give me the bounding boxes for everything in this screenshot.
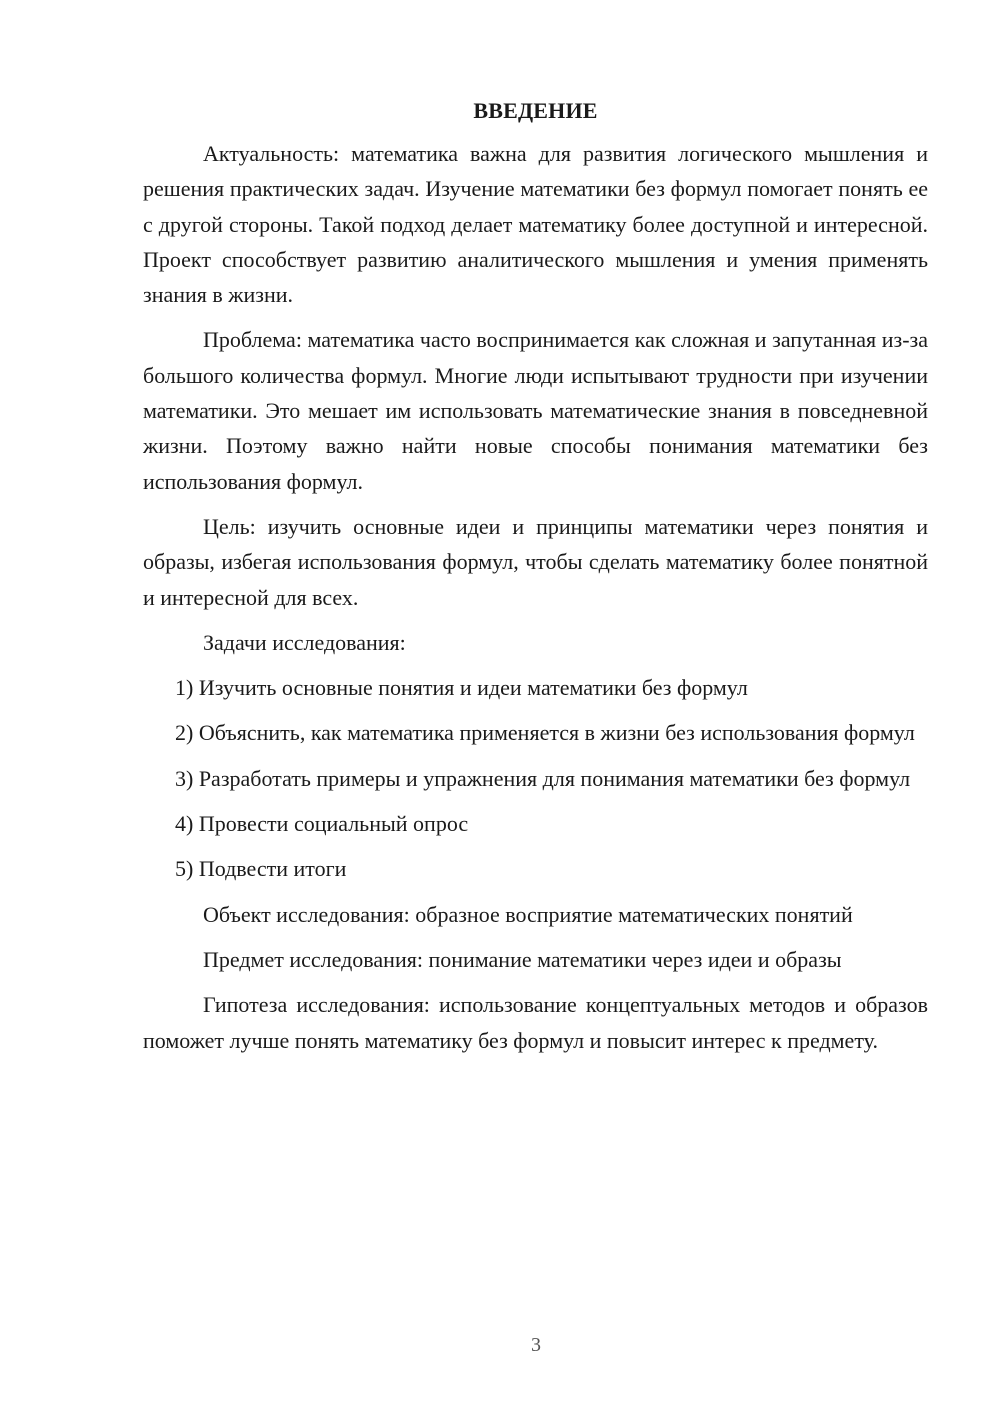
page-title: ВВЕДЕНИЕ [473,98,598,123]
task-item-1: 1) Изучить основные понятия и идеи математики без формул [175,675,748,701]
task-item-4: 4) Провести социальный опрос [175,811,469,837]
page-number: 3 [531,1334,541,1356]
paragraph-tasks-heading: Задачи исследования: [203,629,406,655]
task-item-3: 3) Разработать примеры и упражнения для понимания математики без формул [175,765,911,791]
paragraph-problem: Проблема: математика часто воспринимается как сложная и запутанная из-за большого количества формул. Многие люди испытывают трудности при изучении математики. Это мешает им использовать математические знания в повседневной жизни. Поэтому важно найти новые способы понимания математики без использования формул. [143,327,928,494]
paragraph-hypothesis: Гипотеза исследования: использование концептуальных методов и образов поможет лучше понять математику без формул и повысит интерес к предмету. [143,992,928,1053]
paragraph-object: Объект исследования: образное восприятие математических понятий [203,901,853,927]
paragraph-relevance: Актуальность: математика важна для развития логического мышления и решения практических задач. Изучение математики без формул помогает понять ее с другой стороны. Такой подход делает математику более доступной и интересной. Проект способствует развитию аналитического мышления и умения применять знания в жизни. [143,141,928,308]
task-item-2: 2) Объяснить, как математика применяется в жизни без использования формул [175,720,915,746]
task-item-5: 5) Подвести итоги [175,856,347,882]
paragraph-subject: Предмет исследования: понимание математики через идеи и образы [203,946,842,972]
paragraph-goal: Цель: изучить основные идеи и принципы математики через понятия и образы, избегая использования формул, чтобы сделать математику более понятной и интересной для всех. [143,513,928,610]
document-page [143,96,928,1068]
